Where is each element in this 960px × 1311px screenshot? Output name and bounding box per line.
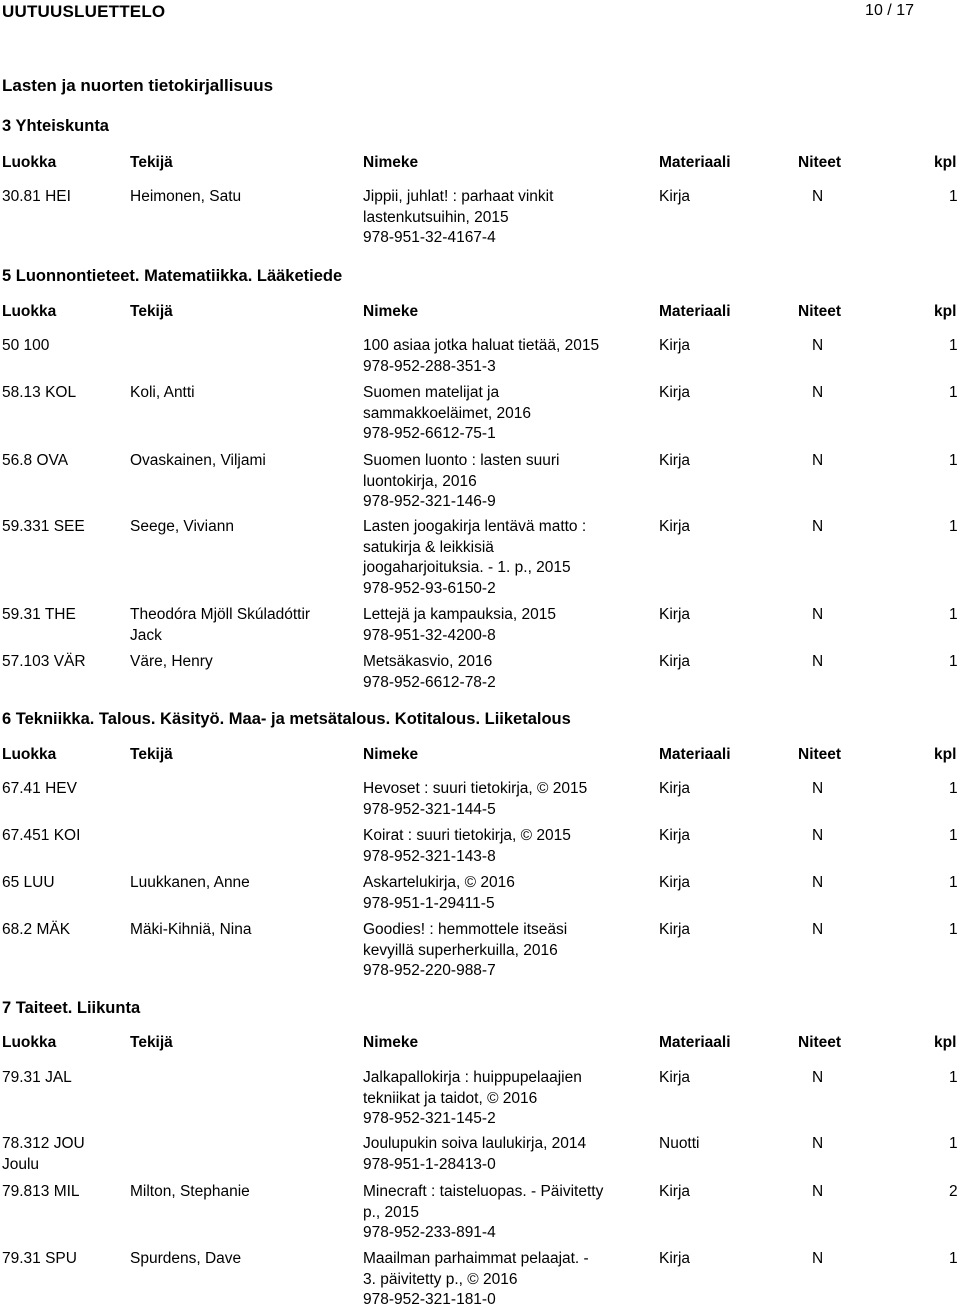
col-header-niteet: Niteet: [798, 1034, 842, 1051]
cell-tekija-line: Luukkanen, Anne: [130, 874, 250, 891]
cell-niteet-line: N: [812, 452, 824, 469]
cell-kpl: [949, 1182, 958, 1203]
cell-niteet: [812, 826, 823, 847]
cell-kpl: [949, 826, 958, 847]
cell-nimeke-line: luontokirja, 2016: [363, 472, 477, 490]
cell-tekija-line: Spurdens, Dave: [130, 1250, 242, 1267]
cell-niteet: [812, 187, 823, 208]
section-title: 3 Yhteiskunta: [2, 117, 109, 135]
col-header-materiaali: Materiaali: [659, 1034, 731, 1051]
cell-kpl-line: 1: [949, 188, 958, 205]
cell-luokka: [2, 187, 127, 208]
cell-nimeke-line: sammakkoeläimet, 2016: [363, 404, 531, 422]
cell-luokka: [2, 383, 127, 404]
cell-nimeke-line: p., 2015: [363, 1203, 420, 1221]
cell-niteet: [812, 873, 823, 894]
cell-tekija-line: Milton, Stephanie: [130, 1183, 250, 1200]
cell-materiaali-line: Kirja: [659, 1183, 691, 1200]
cell-kpl: [949, 517, 958, 538]
cell-nimeke-line: Joulupukin soiva laulukirja, 2014: [363, 1135, 587, 1152]
cell-materiaali: [659, 826, 690, 847]
cell-materiaali-line: Kirja: [659, 653, 691, 670]
col-header-luokka: Luokka: [2, 1034, 57, 1051]
cell-materiaali-line: Kirja: [659, 188, 691, 205]
cell-niteet-line: N: [812, 518, 824, 535]
cell-nimeke-line: 978-952-288-351-3: [363, 357, 496, 375]
cell-kpl: [949, 1068, 958, 1089]
cell-materiaali-line: Kirja: [659, 827, 691, 844]
cell-kpl: [949, 187, 958, 208]
col-header-luokka: Luokka: [2, 746, 57, 763]
cell-materiaali: [659, 1068, 690, 1089]
cell-niteet-line: N: [812, 606, 824, 623]
cell-nimeke-line: 978-952-220-988-7: [363, 962, 496, 979]
cell-nimeke-line: 978-951-1-28413-0: [363, 1155, 496, 1173]
cell-niteet-line: N: [812, 188, 824, 205]
cell-materiaali: [659, 779, 690, 800]
col-header-luokka: Luokka: [2, 303, 57, 320]
cell-niteet: [812, 451, 823, 472]
cell-luokka: [2, 826, 127, 847]
cell-nimeke-line: 978-952-321-144-5: [363, 800, 496, 818]
cell-niteet: [812, 1134, 823, 1155]
cell-kpl-line: 1: [949, 1135, 958, 1152]
cell-niteet-line: N: [812, 874, 824, 891]
cell-niteet: [812, 652, 823, 673]
cell-niteet: [812, 336, 823, 357]
cell-materiaali: [659, 920, 690, 941]
cell-luokka-line: 78.312 JOU: [2, 1135, 85, 1152]
cell-luokka-line: 58.13 KOL: [2, 384, 77, 401]
cell-niteet: [812, 517, 823, 538]
cell-tekija-line: Koli, Antti: [130, 384, 195, 401]
cell-luokka-line: Joulu: [2, 1155, 40, 1173]
cell-materiaali: [659, 451, 690, 472]
cell-luokka-line: 30.81 HEI: [2, 188, 71, 205]
cell-nimeke-line: Askartelukirja, © 2016: [363, 874, 515, 891]
col-header-nimeke: Nimeke: [363, 1034, 419, 1051]
cell-nimeke: [363, 1249, 623, 1311]
cell-materiaali: [659, 652, 690, 673]
cell-kpl-line: 1: [949, 384, 958, 401]
cell-niteet: [812, 1182, 823, 1203]
cell-materiaali: [659, 336, 690, 357]
col-header-tekija: Tekijä: [130, 746, 173, 763]
col-header-tekija: Tekijä: [130, 1034, 173, 1051]
cell-tekija-line: Seege, Viviann: [130, 518, 234, 535]
cell-nimeke: [363, 383, 623, 445]
cell-nimeke-line: 978-952-321-143-8: [363, 847, 496, 865]
cell-nimeke-line: Lettejä ja kampauksia, 2015: [363, 606, 557, 623]
cell-nimeke-line: Jalkapallokirja : huippupelaajien: [363, 1069, 582, 1086]
cell-nimeke-line: 978-951-1-29411-5: [363, 894, 495, 912]
cell-materiaali-line: Kirja: [659, 452, 691, 469]
cell-niteet-line: N: [812, 337, 824, 354]
cell-niteet-line: N: [812, 921, 824, 938]
cell-materiaali-line: Kirja: [659, 606, 691, 623]
cell-niteet: [812, 605, 823, 626]
cell-luokka-line: 59.331 SEE: [2, 518, 85, 535]
cell-nimeke: [363, 451, 623, 513]
col-header-luokka: Luokka: [2, 154, 57, 171]
cell-nimeke-line: Metsäkasvio, 2016: [363, 653, 493, 670]
cell-luokka: [2, 1249, 127, 1270]
col-header-materiaali: Materiaali: [659, 154, 731, 171]
cell-nimeke: [363, 652, 623, 693]
cell-niteet-line: N: [812, 1069, 824, 1086]
cell-nimeke-line: Maailman parhaimmat pelaajat. -: [363, 1250, 589, 1267]
cell-luokka-line: 79.31 SPU: [2, 1250, 77, 1267]
cell-luokka: [2, 517, 127, 538]
cell-luokka-line: 56.8 OVA: [2, 452, 69, 469]
cell-materiaali-line: Kirja: [659, 1250, 691, 1267]
col-header-kpl: kpl: [934, 303, 957, 320]
cell-nimeke: [363, 1182, 623, 1244]
cell-nimeke-line: Koirat : suuri tietokirja, © 2015: [363, 827, 571, 844]
column-header-row: [0, 154, 960, 174]
cell-nimeke-line: 978-952-233-891-4: [363, 1224, 496, 1241]
cell-luokka-line: 65 LUU: [2, 874, 55, 891]
cell-tekija-line: Jack: [130, 626, 162, 644]
cell-materiaali-line: Kirja: [659, 1069, 691, 1086]
cell-nimeke: [363, 517, 623, 599]
cell-nimeke-line: 3. päivitetty p., © 2016: [363, 1270, 518, 1288]
cell-nimeke-line: Minecraft : taisteluopas. - Päivitetty: [363, 1183, 604, 1200]
cell-luokka: [2, 873, 127, 894]
cell-kpl-line: 2: [949, 1183, 958, 1200]
cell-nimeke-line: Hevoset : suuri tietokirja, © 2015: [363, 780, 588, 797]
cell-luokka-line: 68.2 MÄK: [2, 921, 71, 938]
cell-kpl: [949, 1249, 958, 1270]
cell-materiaali: [659, 1134, 700, 1155]
cell-niteet: [812, 1068, 823, 1089]
cell-nimeke-line: Suomen luonto : lasten suuri: [363, 452, 560, 469]
cell-nimeke: [363, 826, 623, 867]
col-header-niteet: Niteet: [798, 746, 842, 763]
cell-luokka: [2, 451, 127, 472]
cell-luokka-line: 57.103 VÄR: [2, 653, 86, 670]
cell-niteet: [812, 920, 823, 941]
col-header-materiaali: Materiaali: [659, 303, 731, 320]
cell-nimeke-line: 978-952-321-181-0: [363, 1291, 496, 1308]
cell-niteet-line: N: [812, 1183, 824, 1200]
cell-tekija-line: Heimonen, Satu: [130, 188, 242, 205]
cell-tekija-line: Theodóra Mjöll Skúladóttir: [130, 606, 311, 623]
cell-luokka-line: 50 100: [2, 337, 50, 354]
cell-kpl-line: 1: [949, 1069, 958, 1086]
cell-kpl: [949, 652, 958, 673]
cell-materiaali: [659, 873, 690, 894]
cell-materiaali: [659, 1249, 690, 1270]
cell-tekija: [130, 383, 358, 404]
cell-kpl-line: 1: [949, 452, 958, 469]
col-header-tekija: Tekijä: [130, 303, 173, 320]
cell-materiaali: [659, 1182, 690, 1203]
cell-kpl-line: 1: [949, 874, 958, 891]
cell-nimeke-line: 978-952-6612-75-1: [363, 425, 496, 442]
cell-luokka: [2, 652, 127, 673]
cell-materiaali-line: Kirja: [659, 874, 691, 891]
cell-luokka: [2, 1134, 127, 1175]
col-header-tekija: Tekijä: [130, 154, 173, 171]
col-header-nimeke: Nimeke: [363, 746, 419, 763]
page-current: 10: [865, 2, 883, 19]
cell-kpl-line: 1: [949, 337, 958, 354]
cell-luokka: [2, 336, 127, 357]
cell-luokka: [2, 605, 127, 626]
cell-tekija-line: Väre, Henry: [130, 653, 213, 670]
cell-tekija-line: Ovaskainen, Viljami: [130, 452, 266, 469]
cell-nimeke: [363, 873, 623, 914]
cell-tekija-line: Mäki-Kihniä, Nina: [130, 921, 252, 938]
cell-niteet: [812, 383, 823, 404]
cell-nimeke-line: lastenkutsuihin, 2015: [363, 208, 509, 226]
cell-niteet-line: N: [812, 384, 824, 401]
col-header-niteet: Niteet: [798, 154, 842, 171]
cell-materiaali-line: Nuotti: [659, 1135, 700, 1152]
cell-nimeke-line: Lasten joogakirja lentävä matto :: [363, 518, 587, 535]
cell-luokka: [2, 920, 127, 941]
col-header-kpl: kpl: [934, 1034, 957, 1051]
cell-luokka-line: 79.813 MIL: [2, 1183, 80, 1200]
col-header-materiaali: Materiaali: [659, 746, 731, 763]
col-header-kpl: kpl: [934, 746, 957, 763]
cell-kpl: [949, 920, 958, 941]
cell-luokka-line: 59.31 THE: [2, 606, 76, 623]
cell-nimeke-line: 100 asiaa jotka haluat tietää, 2015: [363, 337, 600, 354]
cell-luokka-line: 79.31 JAL: [2, 1069, 72, 1086]
column-header-row: [0, 303, 960, 323]
cell-tekija: [130, 1249, 358, 1270]
cell-niteet: [812, 779, 823, 800]
cell-tekija: [130, 187, 358, 208]
cell-kpl-line: 1: [949, 780, 958, 797]
cell-materiaali: [659, 187, 690, 208]
cell-kpl: [949, 336, 958, 357]
cell-nimeke: [363, 605, 623, 646]
cell-niteet-line: N: [812, 1135, 824, 1152]
section-title: 7 Taiteet. Liikunta: [2, 999, 141, 1017]
cell-luokka-line: 67.41 HEV: [2, 780, 77, 797]
cell-nimeke-line: 978-952-93-6150-2: [363, 579, 496, 597]
page-total: 17: [896, 2, 914, 19]
cell-nimeke-line: 978-952-321-145-2: [363, 1110, 496, 1127]
cell-niteet-line: N: [812, 780, 824, 797]
cell-kpl-line: 1: [949, 518, 958, 535]
cell-nimeke-line: Suomen matelijat ja: [363, 384, 500, 401]
cell-kpl-line: 1: [949, 606, 958, 623]
cell-nimeke-line: 978-951-32-4167-4: [363, 229, 496, 246]
document-title: UUTUUSLUETTELO: [2, 2, 166, 21]
cell-nimeke-line: 978-952-321-146-9: [363, 493, 496, 510]
cell-materiaali-line: Kirja: [659, 518, 691, 535]
cell-nimeke: [363, 1068, 623, 1130]
col-header-niteet: Niteet: [798, 303, 842, 320]
col-header-kpl: kpl: [934, 154, 957, 171]
cell-materiaali: [659, 383, 690, 404]
col-header-nimeke: Nimeke: [363, 303, 419, 320]
cell-kpl-line: 1: [949, 1250, 958, 1267]
cell-niteet: [812, 1249, 823, 1270]
page-indicator: [865, 2, 914, 20]
cell-nimeke-line: Goodies! : hemmottele itseäsi: [363, 921, 568, 938]
cell-niteet-line: N: [812, 1250, 824, 1267]
cell-kpl-line: 1: [949, 827, 958, 844]
cell-kpl: [949, 1134, 958, 1155]
cell-nimeke: [363, 920, 623, 982]
cell-tekija: [130, 605, 358, 646]
cell-kpl-line: 1: [949, 653, 958, 670]
cell-nimeke: [363, 1134, 623, 1175]
cell-nimeke: [363, 779, 623, 820]
cell-materiaali-line: Kirja: [659, 337, 691, 354]
cell-tekija: [130, 873, 358, 894]
cell-kpl: [949, 451, 958, 472]
cell-luokka: [2, 1068, 127, 1089]
cell-materiaali-line: Kirja: [659, 921, 691, 938]
cell-nimeke-line: Jippii, juhlat! : parhaat vinkit: [363, 188, 554, 205]
cell-materiaali: [659, 517, 690, 538]
cell-luokka: [2, 1182, 127, 1203]
cell-tekija: [130, 1182, 358, 1203]
cell-nimeke-line: tekniikat ja taidot, © 2016: [363, 1089, 538, 1107]
section-title: 5 Luonnontieteet. Matematiikka. Lääketiede: [2, 267, 343, 285]
cell-nimeke-line: 978-952-6612-78-2: [363, 673, 496, 691]
category-title: Lasten ja nuorten tietokirjallisuus: [2, 76, 274, 95]
cell-materiaali-line: Kirja: [659, 780, 691, 797]
cell-kpl: [949, 779, 958, 800]
cell-tekija: [130, 451, 358, 472]
cell-nimeke-line: satukirja & leikkisiä: [363, 538, 494, 556]
cell-tekija: [130, 652, 358, 673]
cell-kpl: [949, 605, 958, 626]
cell-luokka-line: 67.451 KOI: [2, 827, 81, 844]
cell-materiaali: [659, 605, 690, 626]
cell-nimeke: [363, 187, 623, 249]
cell-nimeke: [363, 336, 623, 377]
section-title: 6 Tekniikka. Talous. Käsityö. Maa- ja metsätalous. Kotitalous. Liiketalous: [2, 710, 571, 728]
column-header-row: [0, 746, 960, 766]
cell-luokka: [2, 779, 127, 800]
cell-kpl: [949, 383, 958, 404]
cell-kpl: [949, 873, 958, 894]
cell-nimeke-line: 978-951-32-4200-8: [363, 626, 496, 644]
cell-tekija: [130, 517, 358, 538]
cell-nimeke-line: kevyillä superherkuilla, 2016: [363, 941, 558, 959]
cell-niteet-line: N: [812, 827, 824, 844]
cell-kpl-line: 1: [949, 921, 958, 938]
cell-niteet-line: N: [812, 653, 824, 670]
col-header-nimeke: Nimeke: [363, 154, 419, 171]
page-separator: /: [887, 2, 892, 19]
cell-nimeke-line: joogaharjoituksia. - 1. p., 2015: [363, 559, 571, 576]
cell-materiaali-line: Kirja: [659, 384, 691, 401]
cell-tekija: [130, 920, 358, 941]
column-header-row: [0, 1034, 960, 1054]
